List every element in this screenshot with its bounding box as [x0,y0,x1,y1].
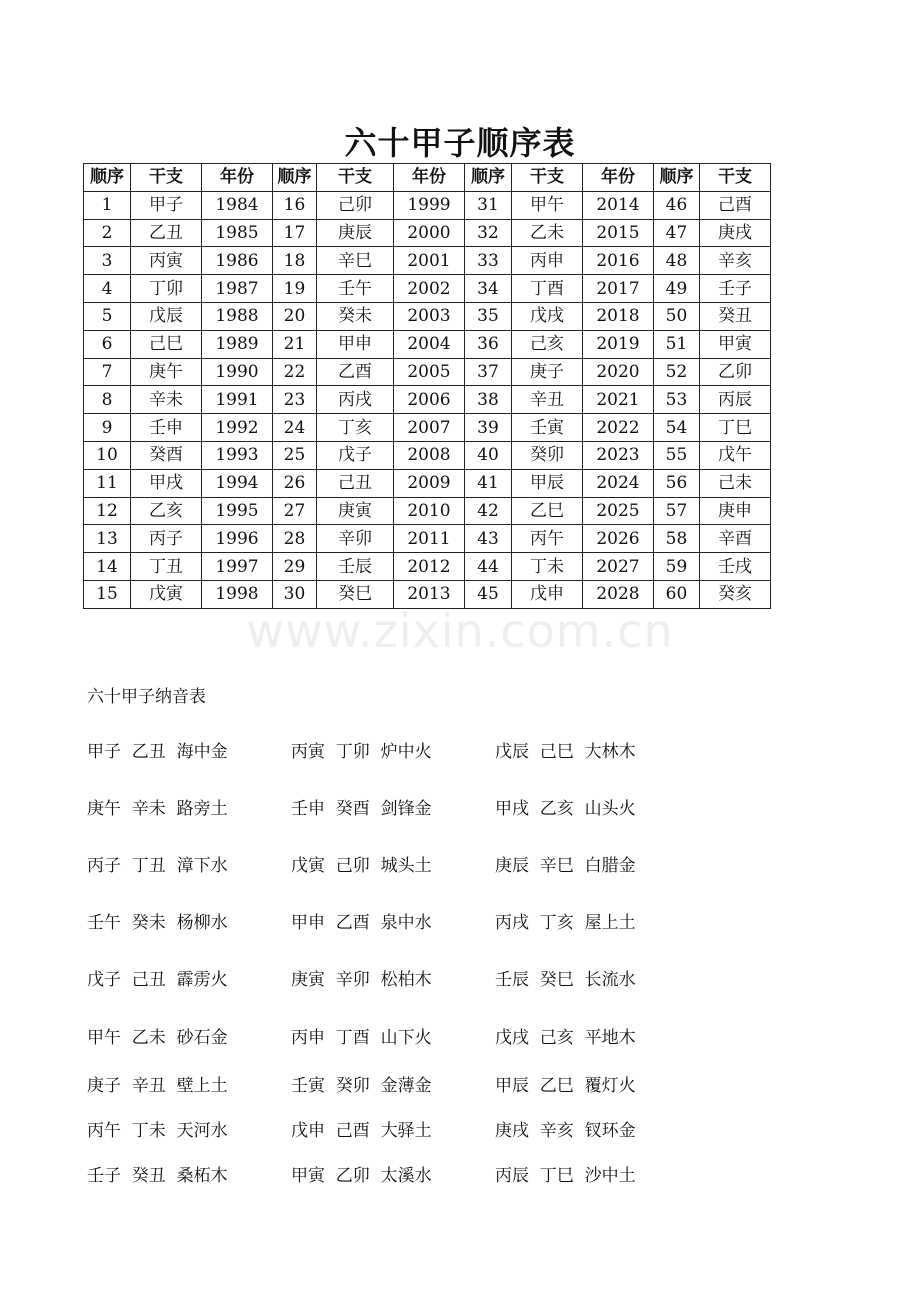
table-cell: 42 [465,497,512,525]
table-cell: 2007 [394,414,465,442]
nayin-entry: 庚午 辛未 路旁土 [87,799,228,819]
table-row [84,553,771,581]
table-cell: 丁未 [512,553,583,581]
table-cell: 戊申 [512,580,583,608]
table-cell: 2027 [583,553,654,581]
table-cell: 乙卯 [700,358,771,386]
table-cell: 34 [465,275,512,303]
table-cell: 2020 [583,358,654,386]
nayin-entry: 甲辰 乙巳 覆灯火 [495,1076,636,1096]
table-cell: 戊辰 [131,302,202,330]
table-row [84,247,771,275]
nayin-row [0,908,920,932]
table-cell: 2018 [583,302,654,330]
table-cell: 50 [654,302,700,330]
table-cell: 庚戌 [700,219,771,247]
nayin-entry: 庚寅 辛卯 松柏木 [291,970,432,990]
nayin-entry: 庚戌 辛亥 钗环金 [495,1121,636,1141]
table-cell: 1997 [202,553,273,581]
table-cell: 59 [654,553,700,581]
table-cell: 1999 [394,191,465,219]
table-cell: 19 [273,275,317,303]
nayin-entry: 甲寅 乙卯 太溪水 [291,1166,432,1186]
table-row [84,330,771,358]
table-cell: 甲寅 [700,330,771,358]
nayin-entry: 甲戌 乙亥 山头火 [495,799,636,819]
table-cell: 乙酉 [317,358,394,386]
table-cell: 22 [273,358,317,386]
table-cell: 25 [273,441,317,469]
nayin-entry: 戊戌 己亥 平地木 [495,1028,636,1048]
table-cell: 丙子 [131,525,202,553]
nayin-entry: 戊寅 己卯 城头土 [291,856,432,876]
table-cell: 7 [84,358,131,386]
table-cell: 丙辰 [700,386,771,414]
table-cell: 壬寅 [512,414,583,442]
table-cell: 51 [654,330,700,358]
table-cell: 8 [84,386,131,414]
table-row [84,275,771,303]
table-cell: 24 [273,414,317,442]
table-cell: 己酉 [700,191,771,219]
table-cell: 癸酉 [131,441,202,469]
table-cell: 1998 [202,580,273,608]
table-cell: 1987 [202,275,273,303]
table-cell: 48 [654,247,700,275]
table-cell: 45 [465,580,512,608]
nayin-entry: 壬申 癸酉 剑锋金 [291,799,432,819]
table-cell: 36 [465,330,512,358]
table-cell: 35 [465,302,512,330]
table-header-row [84,164,771,192]
table-cell: 甲申 [317,330,394,358]
column-header: 顺序 [273,164,317,192]
table-cell: 甲子 [131,191,202,219]
nayin-entry: 戊辰 己巳 大林木 [495,742,636,762]
nayin-entry: 丙子 丁丑 漳下水 [87,856,228,876]
column-header: 干支 [700,164,771,192]
table-cell: 14 [84,553,131,581]
column-header: 干支 [131,164,202,192]
table-cell: 丁卯 [131,275,202,303]
table-cell: 2 [84,219,131,247]
table-cell: 2003 [394,302,465,330]
table-row [84,469,771,497]
table-cell: 57 [654,497,700,525]
nayin-row [0,794,920,818]
table-cell: 58 [654,525,700,553]
column-header: 年份 [394,164,465,192]
watermark: www.zixin.com.cn [246,604,674,658]
table-cell: 癸卯 [512,441,583,469]
table-cell: 庚辰 [317,219,394,247]
nayin-row [0,737,920,761]
nayin-entry: 壬午 癸未 杨柳水 [87,913,228,933]
table-cell: 10 [84,441,131,469]
nayin-entry: 壬辰 癸巳 长流水 [495,970,636,990]
column-header: 干支 [512,164,583,192]
table-cell: 2022 [583,414,654,442]
table-cell: 辛未 [131,386,202,414]
table-cell: 30 [273,580,317,608]
table-cell: 17 [273,219,317,247]
table-row [84,414,771,442]
table-cell: 46 [654,191,700,219]
table-row [84,580,771,608]
column-header: 顺序 [465,164,512,192]
table-cell: 癸丑 [700,302,771,330]
table-cell: 甲午 [512,191,583,219]
table-cell: 2011 [394,525,465,553]
table-cell: 壬申 [131,414,202,442]
table-cell: 41 [465,469,512,497]
table-cell: 13 [84,525,131,553]
table-cell: 2028 [583,580,654,608]
table-cell: 33 [465,247,512,275]
table-cell: 60 [654,580,700,608]
table-cell: 47 [654,219,700,247]
table-cell: 1995 [202,497,273,525]
table-cell: 壬辰 [317,553,394,581]
table-cell: 44 [465,553,512,581]
table-row [84,302,771,330]
table-cell: 5 [84,302,131,330]
page-title: 六十甲子顺序表 [344,124,576,162]
table-cell: 2000 [394,219,465,247]
nayin-entry: 丙辰 丁巳 沙中土 [495,1166,636,1186]
nayin-row [0,965,920,989]
table-cell: 庚寅 [317,497,394,525]
table-cell: 37 [465,358,512,386]
nayin-entry: 壬寅 癸卯 金薄金 [291,1076,432,1096]
table-cell: 1991 [202,386,273,414]
table-cell: 壬午 [317,275,394,303]
table-cell: 31 [465,191,512,219]
table-cell: 11 [84,469,131,497]
nayin-heading: 六十甲子纳音表 [87,687,206,707]
table-cell: 戊寅 [131,580,202,608]
table-cell: 己未 [700,469,771,497]
table-cell: 2017 [583,275,654,303]
table-cell: 2009 [394,469,465,497]
table-cell: 54 [654,414,700,442]
table-cell: 2001 [394,247,465,275]
table-cell: 1988 [202,302,273,330]
table-cell: 18 [273,247,317,275]
table-cell: 23 [273,386,317,414]
table-cell: 20 [273,302,317,330]
table-cell: 辛巳 [317,247,394,275]
table-cell: 己卯 [317,191,394,219]
table-cell: 2006 [394,386,465,414]
table-row [84,191,771,219]
table-cell: 27 [273,497,317,525]
nayin-row [0,1161,920,1185]
nayin-row [0,1023,920,1047]
table-row [84,358,771,386]
table-cell: 9 [84,414,131,442]
nayin-row [0,1071,920,1095]
column-header: 年份 [202,164,273,192]
nayin-row [0,1116,920,1140]
table-cell: 丙寅 [131,247,202,275]
table-row [84,441,771,469]
table-cell: 甲戌 [131,469,202,497]
nayin-entry: 丙戌 丁亥 屋上土 [495,913,636,933]
table-cell: 辛酉 [700,525,771,553]
column-header: 顺序 [84,164,131,192]
table-cell: 庚子 [512,358,583,386]
column-header: 顺序 [654,164,700,192]
table-cell: 丙戌 [317,386,394,414]
table-cell: 2015 [583,219,654,247]
table-cell: 2016 [583,247,654,275]
table-row [84,386,771,414]
table-cell: 2008 [394,441,465,469]
table-cell: 1994 [202,469,273,497]
table-cell: 56 [654,469,700,497]
table-cell: 2013 [394,580,465,608]
table-cell: 乙巳 [512,497,583,525]
table-cell: 40 [465,441,512,469]
table-cell: 3 [84,247,131,275]
table-cell: 21 [273,330,317,358]
table-cell: 38 [465,386,512,414]
table-cell: 己亥 [512,330,583,358]
table-cell: 庚申 [700,497,771,525]
table-cell: 辛丑 [512,386,583,414]
table-cell: 2023 [583,441,654,469]
table-cell: 1990 [202,358,273,386]
table-cell: 28 [273,525,317,553]
table-cell: 己丑 [317,469,394,497]
table-cell: 43 [465,525,512,553]
table-cell: 1 [84,191,131,219]
table-cell: 己巳 [131,330,202,358]
table-cell: 癸巳 [317,580,394,608]
table-cell: 乙丑 [131,219,202,247]
table-cell: 丙申 [512,247,583,275]
nayin-entry: 戊申 己酉 大驿土 [291,1121,432,1141]
nayin-entry: 甲申 乙酉 泉中水 [291,913,432,933]
table-cell: 1992 [202,414,273,442]
table-cell: 16 [273,191,317,219]
table-cell: 丁酉 [512,275,583,303]
table-cell: 壬子 [700,275,771,303]
table-cell: 甲辰 [512,469,583,497]
table-cell: 2002 [394,275,465,303]
table-cell: 4 [84,275,131,303]
table-row [84,525,771,553]
table-cell: 1996 [202,525,273,553]
table-cell: 乙未 [512,219,583,247]
nayin-entry: 甲午 乙未 砂石金 [87,1028,228,1048]
nayin-entry: 庚子 辛丑 壁上土 [87,1076,228,1096]
table-cell: 2010 [394,497,465,525]
table-cell: 26 [273,469,317,497]
table-cell: 6 [84,330,131,358]
table-cell: 12 [84,497,131,525]
table-cell: 15 [84,580,131,608]
nayin-row [0,851,920,875]
sexagenary-sequence-table [83,163,771,609]
table-cell: 2004 [394,330,465,358]
table-cell: 丙午 [512,525,583,553]
nayin-entry: 丙申 丁酉 山下火 [291,1028,432,1048]
table-cell: 39 [465,414,512,442]
column-header: 年份 [583,164,654,192]
table-cell: 辛卯 [317,525,394,553]
table-cell: 2012 [394,553,465,581]
table-cell: 2019 [583,330,654,358]
nayin-entry: 甲子 乙丑 海中金 [87,742,228,762]
table-cell: 1985 [202,219,273,247]
table-cell: 庚午 [131,358,202,386]
table-cell: 丁巳 [700,414,771,442]
table-cell: 1984 [202,191,273,219]
table-row [84,497,771,525]
table-cell: 丁丑 [131,553,202,581]
table-cell: 戊戌 [512,302,583,330]
table-cell: 52 [654,358,700,386]
nayin-entry: 丙寅 丁卯 炉中火 [291,742,432,762]
table-cell: 2005 [394,358,465,386]
table-cell: 2014 [583,191,654,219]
table-cell: 32 [465,219,512,247]
table-cell: 壬戌 [700,553,771,581]
table-cell: 1989 [202,330,273,358]
table-cell: 癸未 [317,302,394,330]
table-cell: 29 [273,553,317,581]
table-cell: 2024 [583,469,654,497]
table-cell: 53 [654,386,700,414]
nayin-entry: 丙午 丁未 天河水 [87,1121,228,1141]
table-cell: 2025 [583,497,654,525]
table-row [84,219,771,247]
table-cell: 戊子 [317,441,394,469]
table-cell: 2021 [583,386,654,414]
table-cell: 2026 [583,525,654,553]
table-cell: 丁亥 [317,414,394,442]
table-cell: 55 [654,441,700,469]
table-cell: 癸亥 [700,580,771,608]
table-cell: 49 [654,275,700,303]
nayin-entry: 戊子 己丑 霹雳火 [87,970,228,990]
nayin-entry: 壬子 癸丑 桑柘木 [87,1166,228,1186]
nayin-entry: 庚辰 辛巳 白腊金 [495,856,636,876]
table-cell: 乙亥 [131,497,202,525]
table-cell: 1993 [202,441,273,469]
column-header: 干支 [317,164,394,192]
table-cell: 1986 [202,247,273,275]
table-cell: 辛亥 [700,247,771,275]
table-cell: 戊午 [700,441,771,469]
